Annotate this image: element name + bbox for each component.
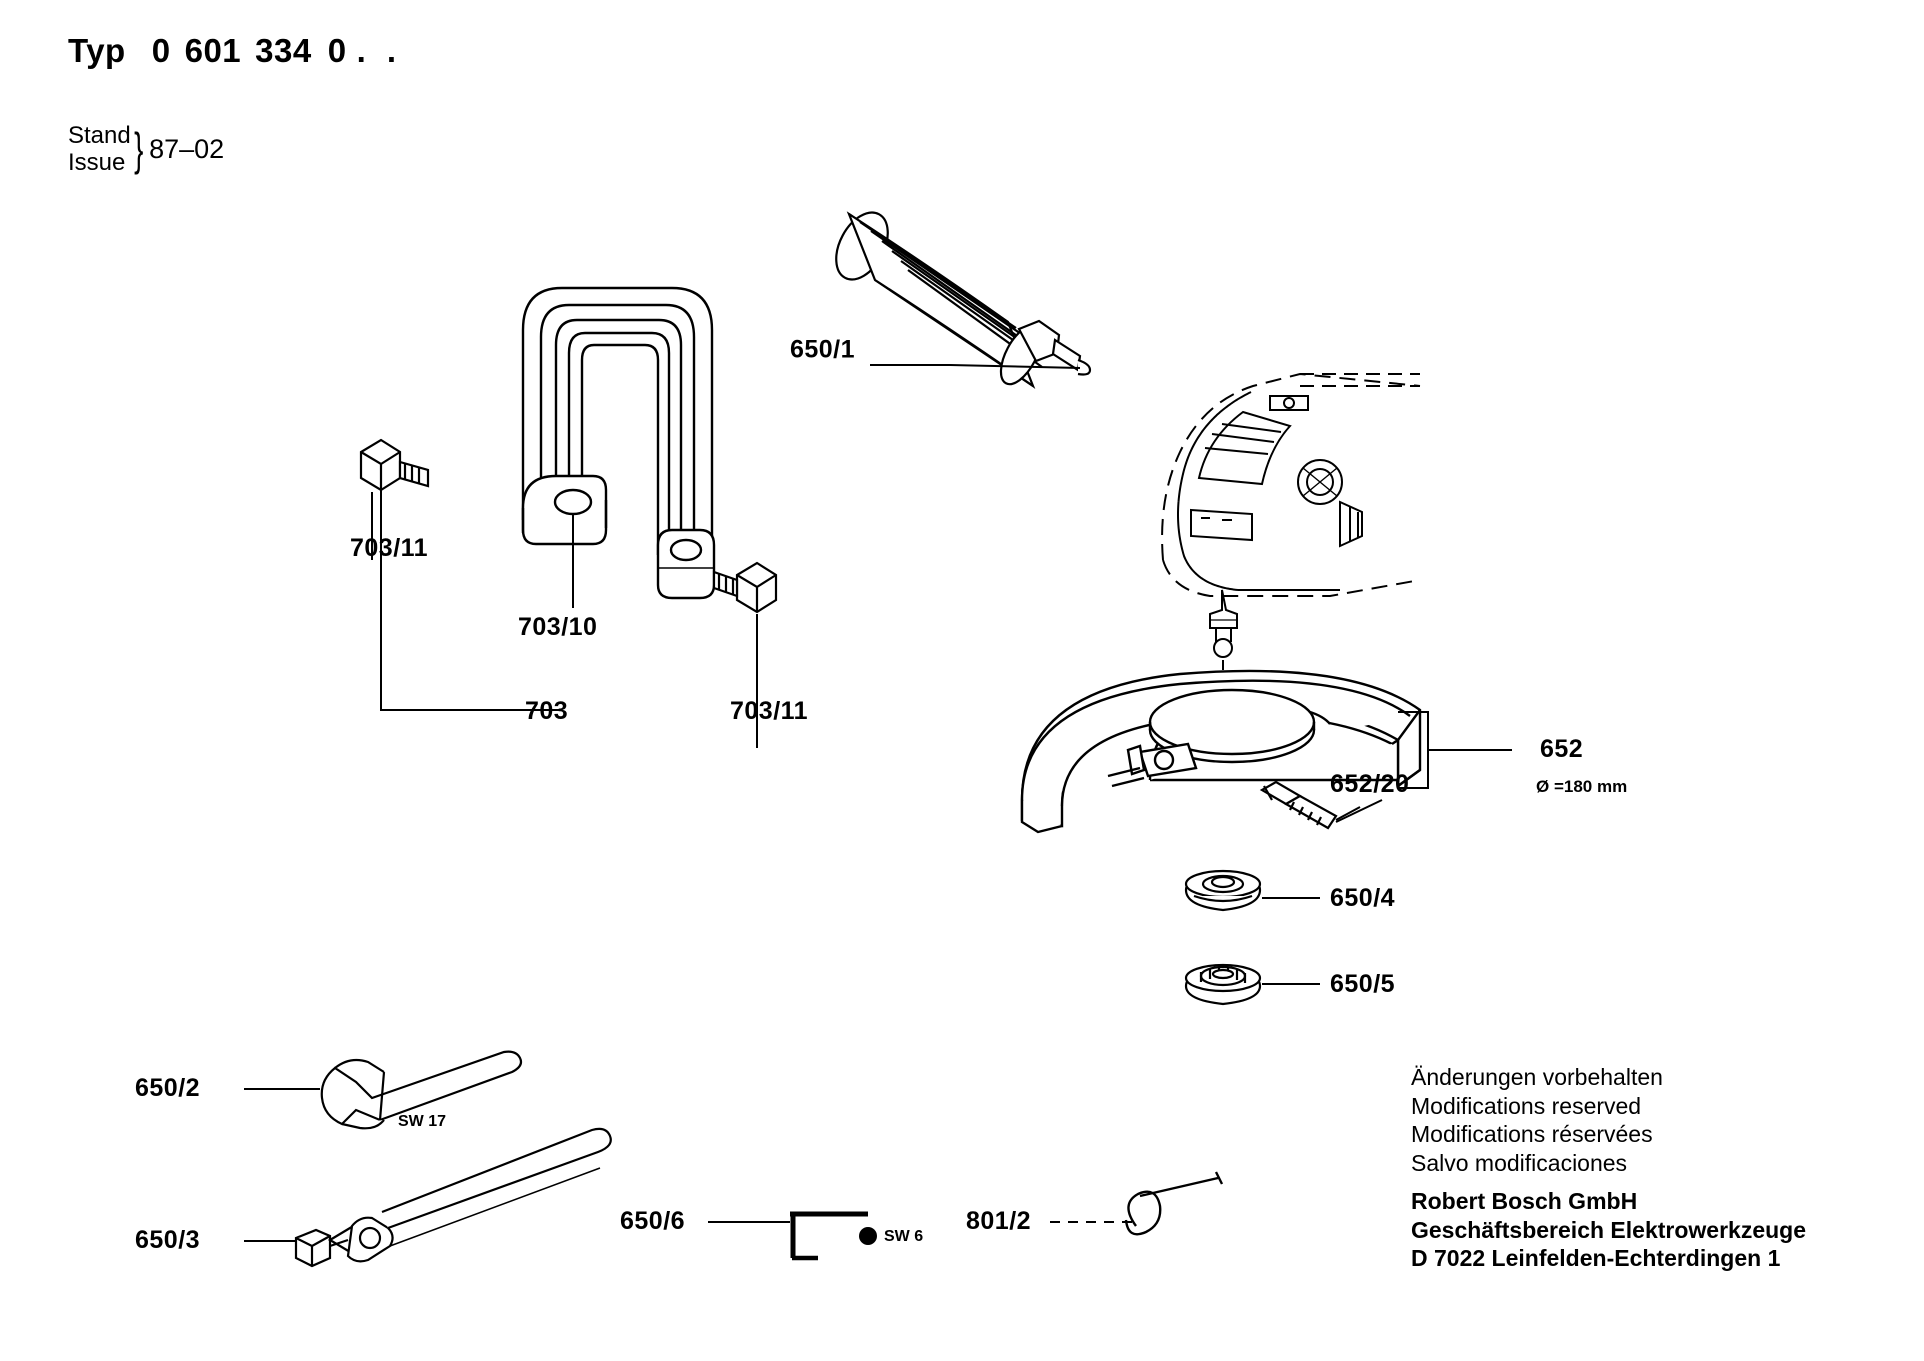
callout-650-3: 650/3 <box>135 1226 201 1254</box>
typ-number-4: 0 <box>327 32 347 69</box>
wrench-size-note: SW 17 <box>398 1113 447 1130</box>
callout-703-11-right: 703/11 <box>730 697 809 725</box>
typ-label: Typ <box>68 32 126 69</box>
typ-number-1: 0 <box>151 32 171 69</box>
callout-650-4: 650/4 <box>1330 884 1396 912</box>
footer-line-de: Änderungen vorbehalten <box>1411 1064 1663 1090</box>
issue-value: 87–02 <box>149 133 225 164</box>
company-name: Robert Bosch GmbH <box>1411 1188 1638 1214</box>
screw-left-part <box>361 440 428 490</box>
company-division: Geschäftsbereich Elektrowerkzeuge <box>1411 1216 1806 1243</box>
footer-line-en: Modifications reserved <box>1411 1092 1642 1119</box>
d-handle-part <box>523 288 714 598</box>
callout-703-10: 703/10 <box>518 613 598 641</box>
guard-screw-part <box>1262 782 1336 828</box>
clamping-nut-part <box>1186 965 1260 1004</box>
hook-part <box>1126 1172 1222 1234</box>
typ-number-dots: . . <box>356 32 403 69</box>
screw-right-part <box>714 563 776 612</box>
guard-diameter-note: Ø =180 mm <box>1536 777 1628 796</box>
hex-key-part <box>790 1214 868 1258</box>
callout-801-2: 801/2 <box>966 1207 1032 1235</box>
company-address: D 7022 Leinfelden-Echterdingen 1 <box>1411 1245 1781 1271</box>
footer-line-fr: Modifications réservées <box>1411 1121 1653 1147</box>
stand-label: Stand <box>68 122 131 149</box>
leader-lines <box>244 365 1512 1241</box>
callout-652-20: 652/20 <box>1330 770 1410 798</box>
hex-key-bullet-icon <box>859 1227 877 1245</box>
callout-703: 703 <box>525 697 569 725</box>
brace-icon: } <box>133 123 144 175</box>
inner-flange-part <box>1186 871 1260 910</box>
pin-wrench-part <box>296 1129 611 1266</box>
callout-703-11-left: 703/11 <box>350 534 429 562</box>
footer-line-es: Salvo modificaciones <box>1411 1149 1628 1176</box>
callout-650-5: 650/5 <box>1330 970 1396 998</box>
typ-number-2: 601 <box>184 32 242 69</box>
typ-number-3: 334 <box>255 32 312 69</box>
side-handle-part <box>826 204 1090 390</box>
issue-label: Issue <box>68 149 126 176</box>
callout-650-6: 650/6 <box>620 1207 686 1235</box>
callout-652: 652 <box>1540 735 1584 763</box>
callout-650-2: 650/2 <box>135 1074 201 1102</box>
hex-key-size-note: SW 6 <box>884 1228 924 1245</box>
machine-body-outline <box>1162 374 1420 657</box>
callout-650-1: 650/1 <box>789 335 855 364</box>
legal-footer <box>1411 1063 1806 1273</box>
